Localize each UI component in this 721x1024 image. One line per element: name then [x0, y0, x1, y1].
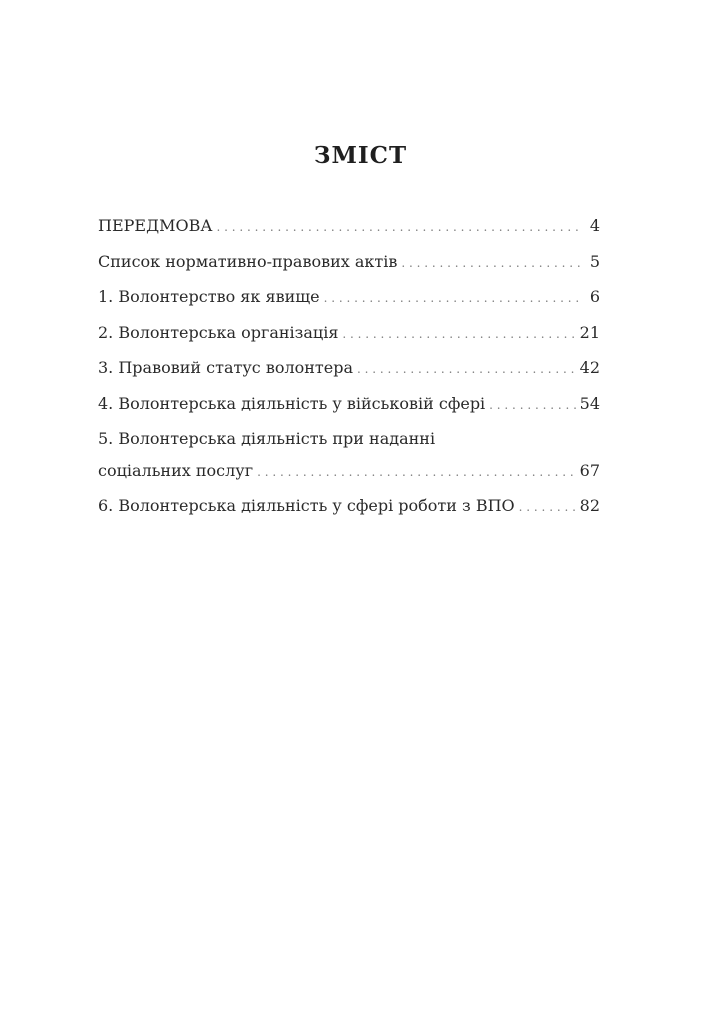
- dot-leader: [519, 497, 577, 517]
- toc-entry-line2: [98, 461, 600, 496]
- toc-entry-label: 4. Волонтерська діяльність у військовій сфері: [98, 393, 486, 413]
- toc-entry-chapter-6[interactable]: [98, 496, 600, 532]
- dot-leader: [216, 217, 583, 237]
- toc-entry-label: 1. Волонтерство як явище: [98, 287, 320, 306]
- toc-page-number: 42: [579, 358, 600, 377]
- toc-entry-chapter-1[interactable]: [98, 287, 600, 323]
- toc-entry-label: 6. Волонтерська діяльність у сфері роботи з ВПО: [98, 496, 515, 515]
- toc-page-number: 21: [579, 322, 600, 342]
- toc-entry-label: ПЕРЕДМОВА: [98, 216, 213, 235]
- dot-leader: [257, 462, 577, 482]
- dot-leader: [324, 288, 583, 308]
- toc-entry-chapter-5[interactable]: [98, 429, 600, 496]
- toc-page-number: 67: [579, 461, 600, 480]
- toc-entry-label-line2: соціальних послуг: [98, 461, 254, 480]
- toc-entry-label-line1: 5. Волонтерська діяльність при наданні: [98, 429, 436, 448]
- page-title: ЗМІСТ: [313, 142, 408, 169]
- dot-leader: [342, 324, 576, 344]
- dot-leader: [357, 359, 577, 379]
- toc-entry-chapter-3[interactable]: [98, 358, 600, 394]
- toc-entry-label: 3. Правовий статус волонтера: [98, 358, 354, 377]
- toc-page-number: 6: [589, 287, 600, 306]
- toc-page-number: 5: [589, 251, 600, 271]
- table-of-contents: [98, 216, 600, 532]
- toc-entry-label: 2. Волонтерська організація: [98, 322, 339, 342]
- toc-page-number: 54: [579, 393, 600, 413]
- toc-page-number: 82: [579, 496, 600, 515]
- dot-leader: [401, 253, 583, 273]
- toc-entry-label: Список нормативно-правових актів: [98, 251, 398, 271]
- toc-entry-foreword[interactable]: [98, 216, 600, 252]
- toc-entry-chapter-2[interactable]: [98, 323, 600, 359]
- toc-page-number: 4: [589, 216, 600, 235]
- dot-leader: [489, 395, 576, 415]
- toc-entry-chapter-4[interactable]: [98, 394, 600, 430]
- toc-entry-legal-acts[interactable]: [98, 252, 600, 288]
